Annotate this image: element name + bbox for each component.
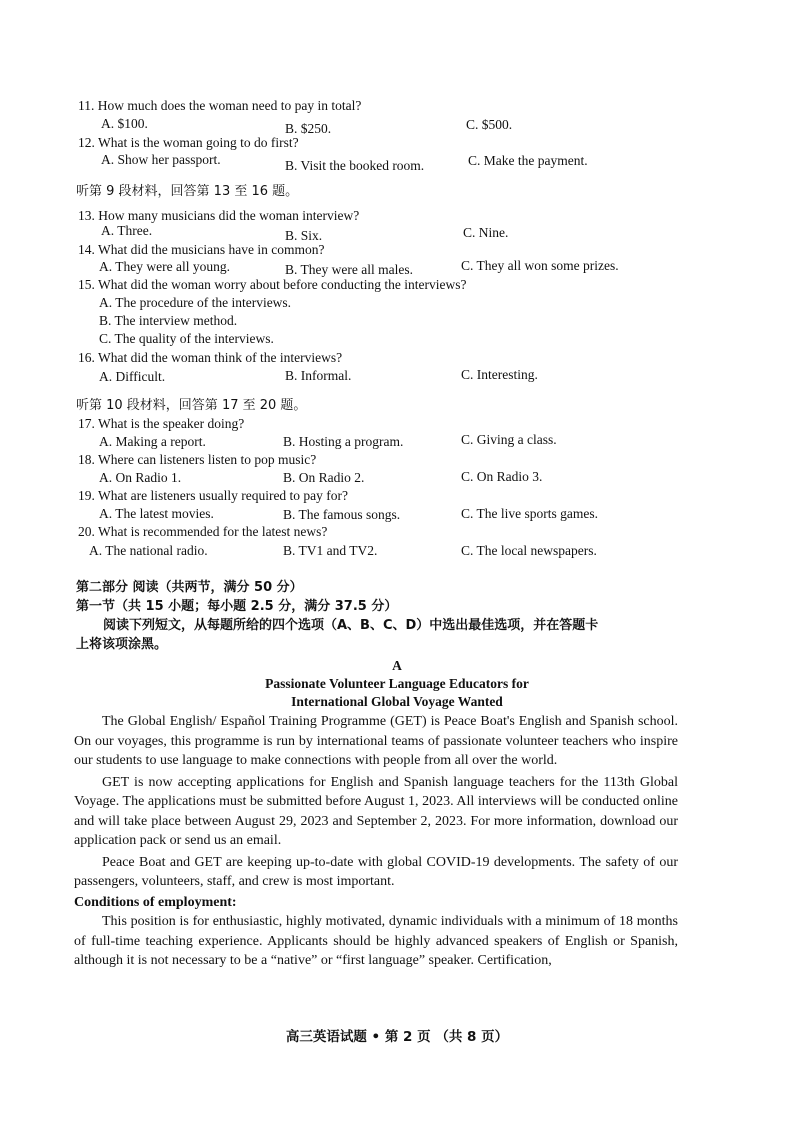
question-14-stem: 14. What did the musicians have in common? (78, 242, 325, 257)
question-15-option-a: A. The procedure of the interviews. (99, 295, 292, 310)
question-16-option-c: C. Interesting. (461, 367, 538, 382)
question-18-stem: 18. Where can listeners listen to pop music? (78, 452, 317, 467)
question-19-option-b: B. The famous songs. (283, 507, 401, 522)
question-12-option-b: B. Visit the booked room. (285, 158, 425, 173)
passage-paragraph-4: This position is for enthusiastic, highly motivated, dynamic individuals with a minimum of 18 months of full-time teaching experience. Applicants should be highly advanced speakers of English or Spanish, although it is not necessary to be a “native” or “first language” speaker. Certification, (74, 914, 678, 968)
part-2-subtitle: 第一节（共 15 小题；每小题 2.5 分，满分 37.5 分） (76, 599, 398, 614)
question-15-stem: 15. What did the woman worry about before conducting the interviews? (78, 277, 467, 292)
passage-body (74, 712, 678, 971)
question-12-option-a: A. Show her passport. (101, 152, 221, 167)
question-16-option-b: B. Informal. (285, 368, 352, 383)
question-14-option-c: C. They all won some prizes. (461, 258, 619, 273)
question-15-option-c: C. The quality of the interviews. (99, 331, 274, 346)
question-16-stem: 16. What did the woman think of the interviews? (78, 350, 343, 365)
question-11-option-b: B. $250. (285, 121, 332, 136)
question-13-option-c: C. Nine. (463, 225, 509, 240)
question-14-option-b: B. They were all males. (285, 262, 413, 277)
conditions-heading: Conditions of employment: (74, 894, 237, 910)
page-footer: 高三英语试题 • 第 2 页 （共 8 页） (285, 1029, 509, 1045)
part-2-instruction-line-2: 上将该项涂黑。 (76, 637, 168, 652)
part-2-instruction-line-1: 阅读下列短文，从每题所给的四个选项（A、B、C、D）中选出最佳选项，并在答题卡 (103, 618, 599, 633)
passage-title-line-1: Passionate Volunteer Language Educators for (265, 676, 529, 691)
question-19-stem: 19. What are listeners usually required to pay for? (78, 488, 349, 503)
question-18-option-c: C. On Radio 3. (461, 469, 543, 484)
question-17-stem: 17. What is the speaker doing? (78, 416, 245, 431)
question-20-stem: 20. What is recommended for the latest news? (78, 524, 328, 539)
question-18-option-b: B. On Radio 2. (283, 470, 365, 485)
passage-title-line-2: International Global Voyage Wanted (291, 694, 503, 709)
question-20-option-a: A. The national radio. (89, 543, 208, 558)
question-11-stem: 11. How much does the woman need to pay in total? (78, 98, 362, 113)
question-17-option-b: B. Hosting a program. (283, 434, 404, 449)
question-17-option-a: A. Making a report. (99, 434, 206, 449)
question-20-option-b: B. TV1 and TV2. (283, 543, 378, 558)
segment-10-header: 听第 10 段材料，回答第 17 至 20 题。 (76, 398, 307, 413)
question-11-option-c: C. $500. (466, 117, 513, 132)
passage-paragraph-3: Peace Boat and GET are keeping up-to-date with global COVID-19 developments. The safety of our passengers, volunteers, staff, and crew is most important. (74, 854, 678, 889)
passage-letter: A (392, 658, 402, 673)
passage-paragraph-1: The Global English/ Español Training Programme (GET) is Peace Boat's English and Spanish school. On our voyages, this programme is run by international teams of passionate volunteer teachers who inspire our students to use language to make connections with people from all over the world. (74, 714, 678, 768)
question-14-option-a: A. They were all young. (99, 259, 230, 274)
segment-9-header: 听第 9 段材料，回答第 13 至 16 题。 (76, 184, 299, 199)
question-13-option-a: A. Three. (101, 223, 153, 238)
question-15-option-b: B. The interview method. (99, 313, 238, 328)
question-16-option-a: A. Difficult. (99, 369, 166, 384)
question-11-option-a: A. $100. (101, 116, 148, 131)
part-2-title: 第二部分 阅读（共两节，满分 50 分） (76, 580, 303, 595)
question-17-option-c: C. Giving a class. (461, 432, 557, 447)
question-13-option-b: B. Six. (285, 228, 323, 243)
question-19-option-c: C. The live sports games. (461, 506, 598, 521)
question-19-option-a: A. The latest movies. (99, 506, 214, 521)
passage-paragraph-2: GET is now accepting applications for English and Spanish language teachers for the 113th Global Voyage. The applications must be submitted before August 1, 2023. All interviews will be conducted online and will take place between August 29, 2023 and September 2, 2023. For more information, download our application pack or send us an email. (74, 774, 678, 848)
question-12-option-c: C. Make the payment. (468, 153, 588, 168)
question-18-option-a: A. On Radio 1. (99, 470, 182, 485)
question-12-stem: 12. What is the woman going to do first? (78, 135, 299, 150)
question-20-option-c: C. The local newspapers. (461, 543, 597, 558)
question-13-stem: 13. How many musicians did the woman interview? (78, 208, 360, 223)
